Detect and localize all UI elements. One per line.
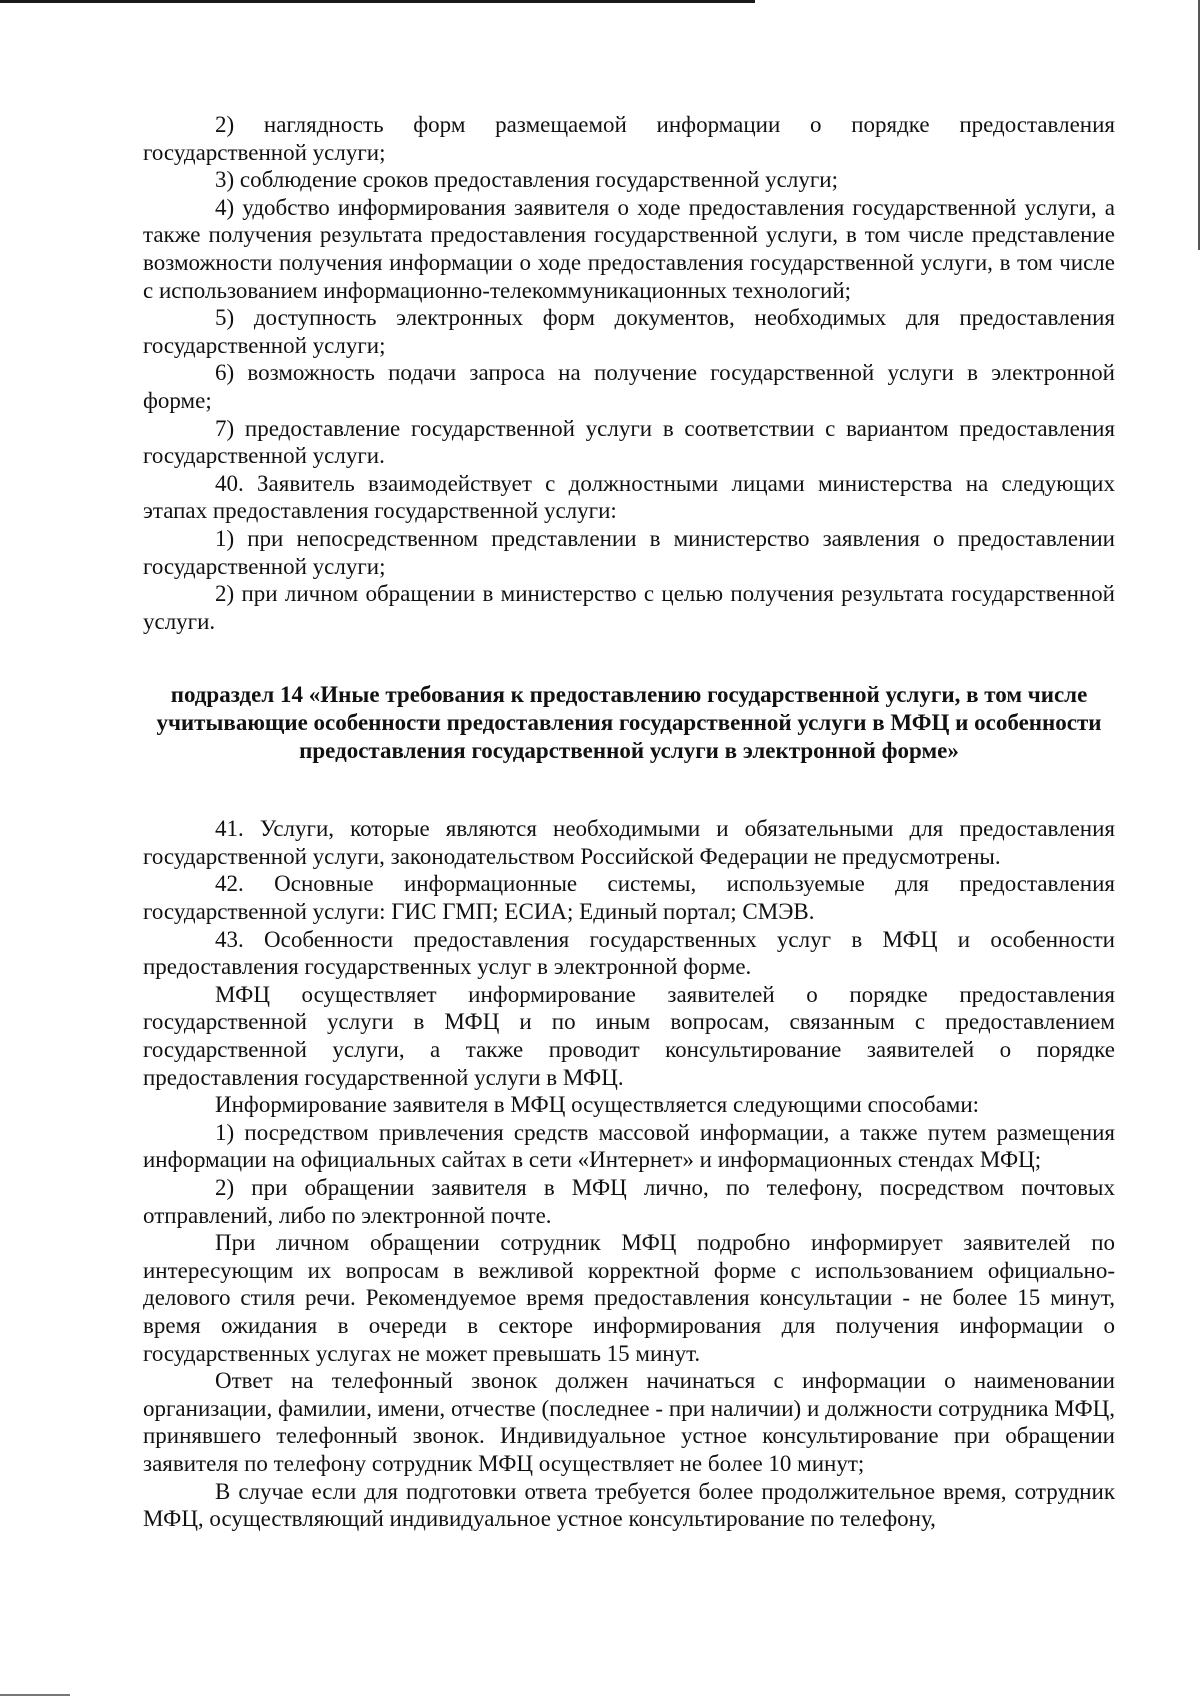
paragraph-phone-call: Ответ на телефонный звонок должен начинаться с информации о наименовании организации, фамилии, имени, отчестве (последнее - при наличии) и должности сотрудника МФЦ, принявшего телефонный звонок. Индивидуальное устное консультирование при обращении заявителя по телефону сотрудник МФЦ осуществляет не более 10 минут; [143,1368,1115,1476]
paragraph-41: 41. Услуги, которые являются необходимыми и обязательными для предоставления государственной услуги, законодательством Российской Федерации не предусмотрены. [143,816,1115,869]
paragraph-mfc-informing: МФЦ осуществляет информирование заявителей о порядке предоставления государственной услуги в МФЦ и по иным вопросам, связанным с предоставлением государственной услуги, а также проводит консультирование заявителей о порядке предоставления государственной услуги в МФЦ. [143,981,1115,1090]
paragraph-item-7-variant: 7) предоставление государственной услуги в соответствии с вариантом предоставления государственной услуги. [143,415,1115,469]
paragraph-42: 42. Основные информационные системы, используемые для предоставления государственной услуги: ГИС ГМП; ЕСИА; Единый портал; СМЭВ. [143,871,1115,925]
paragraph-item-5-electronic-forms: 5) доступность электронных форм документов, необходимых для предоставления государственной услуги; [143,305,1115,358]
paragraph-personal-visit: При личном обращении сотрудник МФЦ подробно информирует заявителей по интересующим их вопросам в вежливой корректной форме с использованием официально-делового стиля речи. Рекомендуемое время предоставления консультации - не более 15 минут, время ожидания в очереди в секторе информирования для получения информации о государственных услугах не может превышать 15 минут. [143,1230,1115,1366]
paragraph-43: 43. Особенности предоставления государственных услуг в МФЦ и особенности предоставления государственных услуг в электронной форме. [143,926,1115,980]
document-page [143,111,1115,1533]
paragraph-informing-methods: Информирование заявителя в МФЦ осуществляется следующими способами: [215,1092,980,1118]
section-heading: подраздел 14 «Иные требования к предоставлению государственной услуги, в том числе учитывающие особенности предоставления государственной услуги в МФЦ и особенности предоставления государственной услуги в электронной форме» [156,682,1102,764]
paragraph-item-3-deadlines: 3) соблюдение сроков предоставления государственной услуги; [215,167,838,193]
paragraph-item-6-electronic-request: 6) возможность подачи запроса на получение государственной услуги в электронной форме; [143,360,1115,413]
paragraph-method-1: 1) посредством привлечения средств массовой информации, а также путем размещения информации на официальных сайтах в сети «Интернет» и информационных стендах МФЦ; [143,1119,1115,1173]
paragraph-item-4-informing: 4) удобство информирования заявителя о ходе предоставления государственной услуги, а также получения результата предоставления государственной услуги, в том числе представление возможности получения информации о ходе предоставления государственной услуги, в том числе с использованием информационно-телекоммуникационных технологий; [143,194,1115,303]
scan-edge-top [0,0,755,3]
paragraph-item-2-visibility: 2) наглядность форм размещаемой информации о порядке предоставления государственной услуги; [143,112,1115,165]
paragraph-40: 40. Заявитель взаимодействует с должностными лицами министерства на следующих этапах предоставления государственной услуги: [143,470,1115,524]
paragraph-40-item-2: 2) при личном обращении в министерство с целью получения результата государственной услуги. [143,581,1115,634]
paragraph-40-item-1: 1) при непосредственном представлении в министерство заявления о предоставлении государственной услуги; [143,525,1115,579]
paragraph-method-2: 2) при обращении заявителя в МФЦ лично, по телефону, посредством почтовых отправлений, либо по электронной почте. [143,1175,1115,1228]
paragraph-longer-time: В случае если для подготовки ответа требуется более продолжительное время, сотрудник МФЦ, осуществляющий индивидуальное устное консультирование по телефону, [143,1478,1115,1532]
